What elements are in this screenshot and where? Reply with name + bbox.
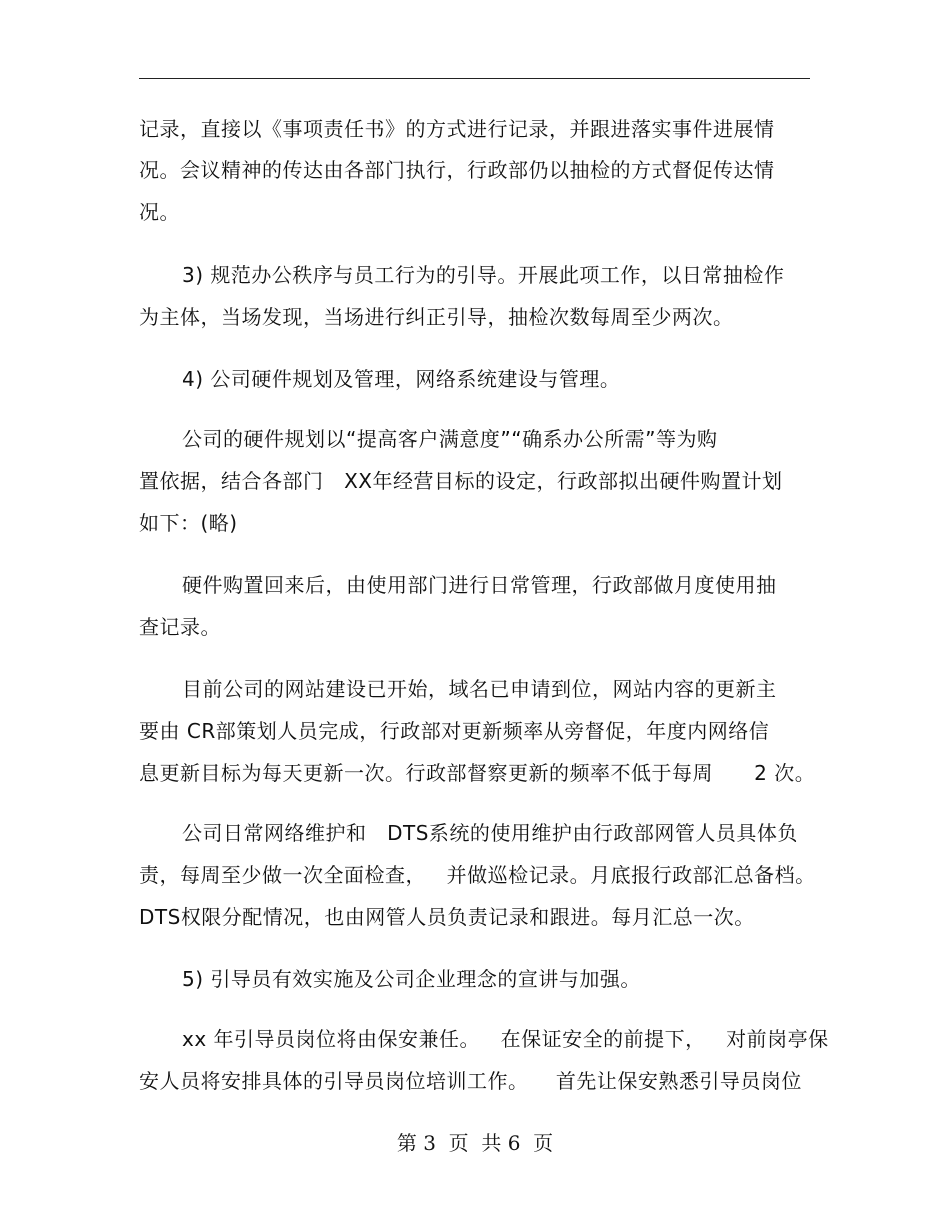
page-number-footer: 第 3 页 共 6 页: [396, 1131, 554, 1155]
body-line: 5) 引导员有效实施及公司企业理念的宣讲与加强。: [182, 967, 641, 991]
body-line: 4) 公司硬件规划及管理，网络系统建设与管理。: [182, 367, 621, 391]
body-line: 置依据，结合各部门 XX年经营目标的设定，行政部拟出硬件购置计划: [139, 469, 783, 493]
body-line: 息更新目标为每天更新一次。行政部督察更新的频率不低于每周 2 次。: [139, 761, 816, 785]
body-line: 况。: [139, 200, 180, 224]
body-line: xx 年引导员岗位将由保安兼任。 在保证安全的前提下， 对前岗亭保: [182, 1027, 829, 1051]
body-line: 要由 CR部策划人员完成，行政部对更新频率从旁督促，年度内网络信: [139, 719, 770, 743]
body-line: 目前公司的网站建设已开始，域名已申请到位，网站内容的更新主: [182, 677, 777, 701]
header-rule: [139, 78, 810, 79]
body-line: 公司的硬件规划以“提高客户满意度”“确系办公所需”等为购: [182, 427, 718, 451]
body-line: 如下：(略): [139, 511, 238, 535]
body-line: 查记录。: [139, 615, 221, 639]
body-line: DTS权限分配情况，也由网管人员负责记录和跟进。每月汇总一次。: [139, 905, 755, 929]
body-line: 公司日常网络维护和 DTS系统的使用维护由行政部网管人员具体负: [182, 821, 798, 845]
body-line: 安人员将安排具体的引导员岗位培训工作。 首先让保安熟悉引导员岗位: [139, 1069, 802, 1093]
body-line: 责，每周至少做一次全面检查， 并做巡检记录。月底报行政部汇总备档。: [139, 863, 816, 887]
body-line: 3) 规范办公秩序与员工行为的引导。开展此项工作，以日常抽检作: [182, 263, 785, 287]
body-line: 为主体，当场发现，当场进行纠正引导，抽检次数每周至少两次。: [139, 305, 734, 329]
body-line: 况。会议精神的传达由各部门执行，行政部仍以抽检的方式督促传达情: [139, 158, 775, 182]
body-line: 记录，直接以《事项责任书》的方式进行记录，并跟进落实事件进展情: [139, 117, 775, 141]
body-line: 硬件购置回来后，由使用部门进行日常管理，行政部做月度使用抽: [182, 573, 777, 597]
